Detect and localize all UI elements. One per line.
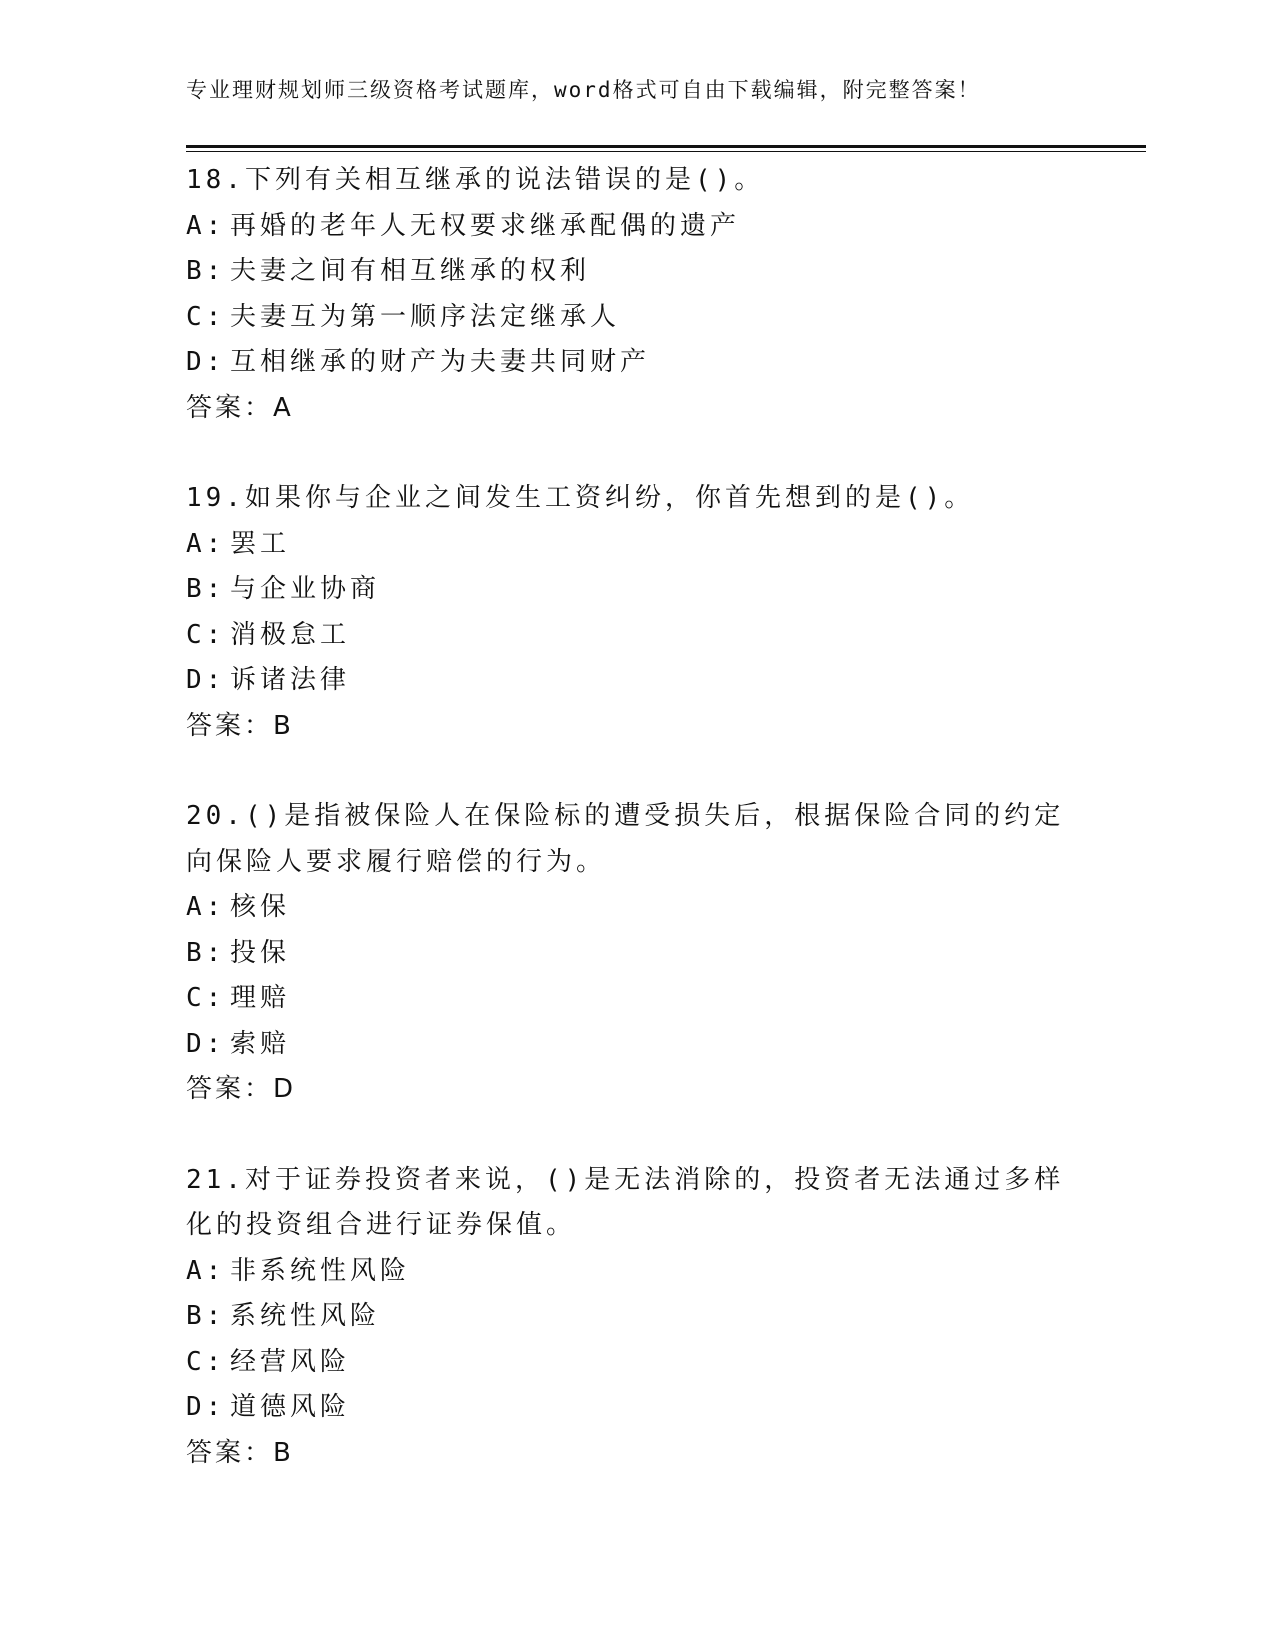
option-text: 理赔: [230, 983, 291, 1013]
spacer: [186, 749, 1086, 794]
option-letter: C:: [186, 983, 226, 1013]
option-text: 再婚的老年人无权要求继承配偶的遗产: [230, 210, 741, 241]
option-a: [186, 522, 1086, 568]
question-number: 20.: [186, 801, 245, 831]
option-letter: D:: [186, 1028, 226, 1059]
option-text: 经营风险: [230, 1346, 351, 1377]
option-a: [186, 204, 1086, 250]
question-stem: 对于证券投资者来说，()是无法消除的，投资者无法通过多样化的投资组合进行证券保值。: [186, 1164, 1065, 1240]
option-letter: A:: [186, 892, 226, 922]
option-d: [186, 658, 1086, 704]
question-number: 21.: [186, 1164, 245, 1195]
option-letter: B:: [186, 574, 226, 604]
option-letter: C:: [186, 301, 226, 332]
option-letter: D:: [186, 665, 226, 695]
answer-label: 答案：: [186, 1437, 274, 1468]
option-text: 投保: [230, 937, 291, 968]
question-list: [186, 158, 1086, 1476]
answer-value: B: [273, 710, 294, 741]
option-text: 非系统性风险: [230, 1255, 411, 1286]
question-number: 18.: [186, 165, 245, 195]
option-letter: B:: [186, 937, 226, 968]
page-header: 专业理财规划师三级资格考试题库，word格式可自由下载编辑，附完整答案！: [186, 78, 981, 102]
option-letter: C:: [186, 619, 226, 650]
option-b: [186, 249, 1086, 295]
option-text: 道德风险: [230, 1392, 351, 1422]
option-d: [186, 1385, 1086, 1431]
option-d: [186, 1022, 1086, 1068]
question-stem: 下列有关相互继承的说法错误的是()。: [244, 165, 765, 195]
option-c: [186, 295, 1086, 341]
option-text: 互相继承的财产为夫妻共同财产: [230, 347, 651, 377]
answer-label: 答案：: [186, 710, 274, 741]
spacer: [186, 1113, 1086, 1158]
option-letter: B:: [186, 256, 226, 286]
option-letter: A:: [186, 210, 226, 241]
answer-line: [186, 386, 1086, 432]
option-letter: A:: [186, 1255, 226, 1286]
option-text: 核保: [230, 892, 291, 922]
option-text: 夫妻之间有相互继承的权利: [230, 256, 591, 286]
answer-line: [186, 704, 1086, 750]
answer-line: [186, 1067, 1086, 1113]
answer-label: 答案：: [186, 392, 274, 423]
answer-value: D: [273, 1074, 297, 1104]
option-text: 消极怠工: [230, 619, 351, 650]
option-a: [186, 885, 1086, 931]
option-text: 诉诸法律: [230, 665, 351, 695]
question-19: [186, 476, 1086, 749]
question-21: [186, 1158, 1086, 1477]
answer-value: A: [273, 392, 294, 423]
option-b: [186, 931, 1086, 977]
question-18: [186, 158, 1086, 431]
option-text: 系统性风险: [230, 1301, 381, 1331]
header-rule-thin: [186, 151, 1146, 152]
option-d: [186, 340, 1086, 386]
option-letter: A:: [186, 528, 226, 559]
option-b: [186, 567, 1086, 613]
option-c: [186, 613, 1086, 659]
question-number: 19.: [186, 483, 245, 513]
spacer: [186, 431, 1086, 476]
option-text: 夫妻互为第一顺序法定继承人: [230, 301, 621, 332]
option-a: [186, 1249, 1086, 1295]
question-20: [186, 794, 1086, 1113]
question-stem: 如果你与企业之间发生工资纠纷，你首先想到的是()。: [244, 483, 975, 513]
option-c: [186, 1340, 1086, 1386]
question-text: [186, 476, 1086, 522]
header-rule-thick: [186, 145, 1146, 148]
option-text: 罢工: [230, 528, 291, 559]
answer-line: [186, 1431, 1086, 1477]
answer-value: B: [273, 1437, 294, 1468]
question-text: [186, 158, 1086, 204]
option-c: [186, 976, 1086, 1022]
question-stem: ()是指被保险人在保险标的遭受损失后，根据保险合同的约定向保险人要求履行赔偿的行为。: [186, 801, 1065, 877]
answer-label: 答案：: [186, 1074, 274, 1104]
option-text: 索赔: [230, 1028, 291, 1059]
option-letter: D:: [186, 1392, 226, 1422]
question-text: [186, 794, 1086, 885]
option-letter: B:: [186, 1301, 226, 1331]
option-letter: C:: [186, 1346, 226, 1377]
option-letter: D:: [186, 347, 226, 377]
option-b: [186, 1294, 1086, 1340]
question-text: [186, 1158, 1086, 1249]
option-text: 与企业协商: [230, 574, 381, 604]
